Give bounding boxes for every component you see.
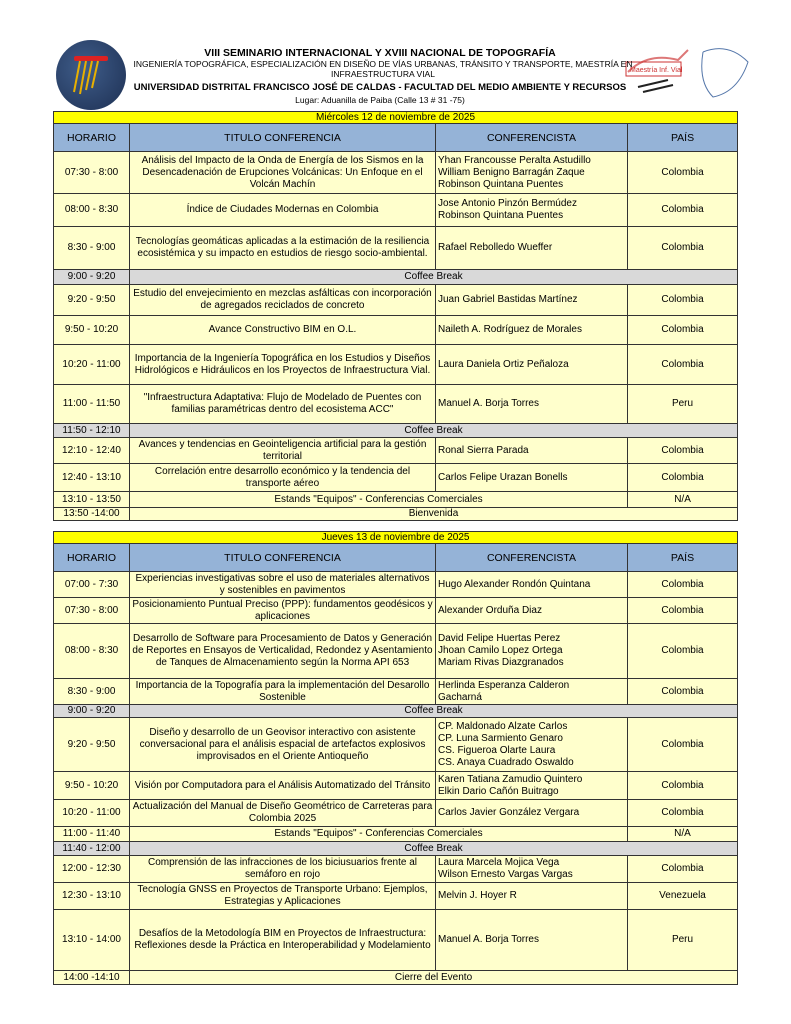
time-slot: 08:00 - 8:30 [54, 624, 130, 679]
talk-title: Desafíos de la Metodología BIM en Proyectos de Infraestructura: Reflexiones desde la Práctica en Interoperabilidad y Modelamiento [130, 910, 436, 971]
speaker-name: Naileth A. Rodríguez de Morales [438, 324, 582, 335]
time-slot: 13:50 -14:00 [54, 508, 130, 521]
time-slot: 13:10 - 14:00 [54, 910, 130, 971]
speaker-name: Rafael Rebolledo Wueffer [438, 242, 553, 253]
speaker-name: Herlinda Esperanza Calderon [438, 679, 570, 691]
talk-row [54, 385, 738, 424]
column-header-row [54, 544, 738, 572]
country: Peru [628, 910, 738, 971]
speaker-name: Manuel A. Borja Torres [438, 398, 539, 409]
time-slot: 07:30 - 8:00 [54, 598, 130, 624]
country: Colombia [628, 800, 738, 827]
talk-title: Importancia de la Topografía para la implementación del Desarollo Sostenible [130, 679, 436, 705]
speakers-cell [436, 385, 628, 424]
speaker-name: Manuel A. Borja Torres [438, 934, 539, 945]
speaker-name: Robinson Quintana Puentes [438, 178, 564, 190]
talk-title: Estudio del envejecimiento en mezclas asfálticas con incorporación de agregados reciclados de concreto [130, 285, 436, 316]
time-slot: 8:30 - 9:00 [54, 679, 130, 705]
column-header-title: TITULO CONFERENCIA [130, 124, 436, 152]
speakers-cell [436, 194, 628, 227]
talk-title: Desarrollo de Software para Procesamiento de Datos y Generación de Reportes en Ensayos de Verticalidad, Redondez y Asentamiento de Tanques de Almacenamiento según la Norma API 653 [130, 624, 436, 679]
day-date-row [54, 112, 738, 124]
country: Colombia [628, 598, 738, 624]
speakers-cell [436, 152, 628, 194]
coffee-break-row [54, 424, 738, 438]
speaker-name: Melvin J. Hoyer R [438, 890, 517, 901]
time-slot: 13:10 - 13:50 [54, 492, 130, 508]
talk-row [54, 718, 738, 772]
talk-row [54, 464, 738, 492]
country: Peru [628, 385, 738, 424]
talk-title: "Infraestructura Adaptativa: Flujo de Modelado de Puentes con familias paramétricas dentro del ecosistema ACC" [130, 385, 436, 424]
talk-row [54, 800, 738, 827]
break-label: Coffee Break [130, 270, 738, 285]
speakers-cell [436, 345, 628, 385]
speakers-cell [436, 285, 628, 316]
speaker-name: Carlos Javier González Vergara [438, 807, 580, 818]
event-label: Cierre del Evento [130, 971, 738, 985]
time-slot: 9:00 - 9:20 [54, 705, 130, 718]
schedule-table-day-2 [53, 531, 738, 985]
event-row [54, 508, 738, 521]
talk-title: Diseño y desarrollo de un Geovisor interactivo con asistente conversacional para el análisis espacial de artefactos explosivos improvisados en el Oriente Antioqueño [130, 718, 436, 772]
speaker-name: CP. Luna Sarmiento Genaro [438, 732, 563, 744]
time-slot: 07:00 - 7:30 [54, 572, 130, 598]
schedule-table-day-1 [53, 111, 738, 521]
speakers-cell [436, 316, 628, 345]
talk-row [54, 624, 738, 679]
country: Colombia [628, 464, 738, 492]
time-slot: 12:10 - 12:40 [54, 438, 130, 464]
speaker-name: Laura Daniela Ortiz Peñaloza [438, 358, 569, 370]
column-header-time: HORARIO [54, 124, 130, 152]
speaker-name: CS. Anaya Cuadrado Oswaldo [438, 756, 574, 768]
speakers-cell [436, 883, 628, 910]
coffee-break-row [54, 842, 738, 856]
programs-subtitle: INGENIERÍA TOPOGRÁFICA, ESPECIALIZACIÓN EN DISEÑO DE VÍAS URBANAS, TRÁNSITO Y TRANSPORTE, MAESTRÍA EN INFRAESTRUCTURA VIAL [133, 59, 633, 79]
speakers-cell [436, 438, 628, 464]
speakers-cell [436, 856, 628, 883]
day-date-row [54, 532, 738, 544]
column-header-speaker: CONFERENCISTA [436, 124, 628, 152]
talk-title: Correlación entre desarrollo económico y la tendencia del transporte aéreo [130, 464, 436, 492]
column-header-country: PAÍS [628, 544, 738, 572]
country: Colombia [628, 345, 738, 385]
stands-row [54, 827, 738, 842]
country: N/A [628, 827, 738, 842]
speaker-name: Gacharná [438, 691, 482, 703]
time-slot: 12:30 - 13:10 [54, 883, 130, 910]
time-slot: 11:40 - 12:00 [54, 842, 130, 856]
column-header-time: HORARIO [54, 544, 130, 572]
svg-text:Maestría Inf. Vial: Maestría Inf. Vial [630, 67, 683, 74]
speaker-name: Robinson Quintana Puentes [438, 210, 564, 221]
talk-title: Posicionamiento Puntual Preciso (PPP): fundamentos geodésicos y aplicaciones [130, 598, 436, 624]
speaker-name: Alexander Orduña Diaz [438, 604, 542, 616]
time-slot: 9:20 - 9:50 [54, 718, 130, 772]
speakers-cell [436, 598, 628, 624]
speaker-name: Karen Tatiana Zamudio Quintero [438, 773, 583, 785]
speakers-cell [436, 679, 628, 705]
speaker-name: William Benigno Barragán Zaque [438, 166, 585, 178]
talk-row [54, 194, 738, 227]
speaker-name: Carlos Felipe Urazan Bonells [438, 471, 568, 483]
talk-row [54, 285, 738, 316]
break-label: Coffee Break [130, 842, 738, 856]
speakers-cell [436, 772, 628, 800]
time-slot: 10:20 - 11:00 [54, 345, 130, 385]
column-header-country: PAÍS [628, 124, 738, 152]
speakers-cell [436, 718, 628, 772]
time-slot: 8:30 - 9:00 [54, 227, 130, 270]
column-header-speaker: CONFERENCISTA [436, 544, 628, 572]
speakers-cell [436, 624, 628, 679]
talk-title: Avance Constructivo BIM en O.L. [130, 316, 436, 345]
speaker-name: Ronal Sierra Parada [438, 444, 529, 456]
speaker-name: David Felipe Huertas Perez [438, 633, 561, 644]
talk-row [54, 856, 738, 883]
speaker-name: Elkin Dario Cañón Buitrago [438, 785, 559, 797]
speaker-name: Juan Gabriel Bastidas Martínez [438, 294, 578, 305]
talk-row [54, 316, 738, 345]
speakers-cell [436, 800, 628, 827]
coffee-break-row [54, 705, 738, 718]
talk-row [54, 772, 738, 800]
speakers-cell [436, 572, 628, 598]
country: Colombia [628, 624, 738, 679]
event-row [54, 971, 738, 985]
speaker-name: Wilson Ernesto Vargas Vargas [438, 869, 573, 880]
talk-title: Visión por Computadora para el Análisis Automatizado del Tránsito [130, 772, 436, 800]
talk-row [54, 679, 738, 705]
break-label: Coffee Break [130, 424, 738, 438]
speakers-cell [436, 464, 628, 492]
stands-label: Estands "Equipos" - Conferencias Comerciales [130, 827, 628, 842]
country: Colombia [628, 152, 738, 194]
speaker-name: Jose Antonio Pinzón Bermúdez [438, 198, 577, 209]
time-slot: 9:50 - 10:20 [54, 772, 130, 800]
country: Colombia [628, 856, 738, 883]
talk-title: Tecnología GNSS en Proyectos de Transporte Urbano: Ejemplos, Estrategias y Aplicaciones [130, 883, 436, 910]
talk-title: Avances y tendencias en Geointeligencia artificial para la gestión territorial [130, 438, 436, 464]
event-label: Bienvenida [130, 508, 738, 521]
stands-label: Estands "Equipos" - Conferencias Comerciales [130, 492, 628, 508]
country: Colombia [628, 316, 738, 345]
talk-title: Índice de Ciudades Modernas en Colombia [130, 194, 436, 227]
country: Colombia [628, 438, 738, 464]
country: Colombia [628, 572, 738, 598]
talk-row [54, 572, 738, 598]
stands-row [54, 492, 738, 508]
talk-row [54, 910, 738, 971]
speaker-name: Jhoan Camilo Lopez Ortega [438, 645, 563, 656]
column-header-title: TITULO CONFERENCIA [130, 544, 436, 572]
talk-title: Comprensión de las infracciones de los biciusuarios frente al semáforo en rojo [130, 856, 436, 883]
time-slot: 11:00 - 11:50 [54, 385, 130, 424]
day-date: Miércoles 12 de noviembre de 2025 [54, 112, 738, 124]
time-slot: 9:20 - 9:50 [54, 285, 130, 316]
talk-row [54, 883, 738, 910]
seminar-title: VIII SEMINARIO INTERNACIONAL Y XVIII NACIONAL DE TOPOGRAFÍA [204, 47, 556, 59]
university-name: UNIVERSIDAD DISTRITAL FRANCISCO JOSÉ DE CALDAS - FACULTAD DEL MEDIO AMBIENTE Y RECURSOS [133, 82, 627, 93]
talk-row [54, 598, 738, 624]
speaker-name: CS. Figueroa Olarte Laura [438, 744, 556, 756]
talk-title: Análisis del Impacto de la Onda de Energía de los Sismos en la Desencadenación de Erupciones Volcánicas: Un Enfoque en el Volcán Machín [130, 152, 436, 194]
coffee-break-row [54, 270, 738, 285]
country: Colombia [628, 227, 738, 270]
country: Colombia [628, 718, 738, 772]
time-slot: 11:00 - 11:40 [54, 827, 130, 842]
speakers-cell [436, 227, 628, 270]
talk-row [54, 438, 738, 464]
country: Colombia [628, 772, 738, 800]
time-slot: 07:30 - 8:00 [54, 152, 130, 194]
country: Colombia [628, 679, 738, 705]
time-slot: 10:20 - 11:00 [54, 800, 130, 827]
time-slot: 14:00 -14:10 [54, 971, 130, 985]
speaker-name: Mariam Rivas Diazgranados [438, 657, 564, 668]
event-location: Lugar: Aduanilla de Paiba (Calle 13 # 31 -75) [295, 95, 465, 105]
country: Colombia [628, 285, 738, 316]
time-slot: 9:00 - 9:20 [54, 270, 130, 285]
speaker-name: CP. Maldonado Alzate Carlos [438, 720, 568, 732]
break-label: Coffee Break [130, 705, 738, 718]
time-slot: 12:40 - 13:10 [54, 464, 130, 492]
talk-title: Importancia de la Ingeniería Topográfica en los Estudios y Diseños Hidrológicos e Hidráulicos en los Proyectos de Infraestructura Vial. [130, 345, 436, 385]
time-slot: 9:50 - 10:20 [54, 316, 130, 345]
day-date: Jueves 13 de noviembre de 2025 [54, 532, 738, 544]
speaker-name: Yhan Francousse Peralta Astudillo [438, 154, 591, 166]
university-logo [56, 40, 126, 110]
country: Colombia [628, 194, 738, 227]
talk-row [54, 152, 738, 194]
time-slot: 11:50 - 12:10 [54, 424, 130, 438]
time-slot: 12:00 - 12:30 [54, 856, 130, 883]
speaker-name: Laura Marcela Mojica Vega [438, 857, 560, 868]
country: Venezuela [628, 883, 738, 910]
talk-row [54, 345, 738, 385]
talk-title: Actualización del Manual de Diseño Geométrico de Carreteras para Colombia 2025 [130, 800, 436, 827]
talk-title: Tecnologías geomáticas aplicadas a la estimación de la resiliencia ecosistémica y su impacto en estudios de riesgo socio-ambiental. [130, 227, 436, 270]
country: N/A [628, 492, 738, 508]
talk-row [54, 227, 738, 270]
column-header-row [54, 124, 738, 152]
talk-title: Experiencias investigativas sobre el uso de materiales alternativos y sostenibles en pavimentos [130, 572, 436, 598]
speaker-name: Hugo Alexander Rondón Quintana [438, 578, 591, 590]
speakers-cell [436, 910, 628, 971]
time-slot: 08:00 - 8:30 [54, 194, 130, 227]
